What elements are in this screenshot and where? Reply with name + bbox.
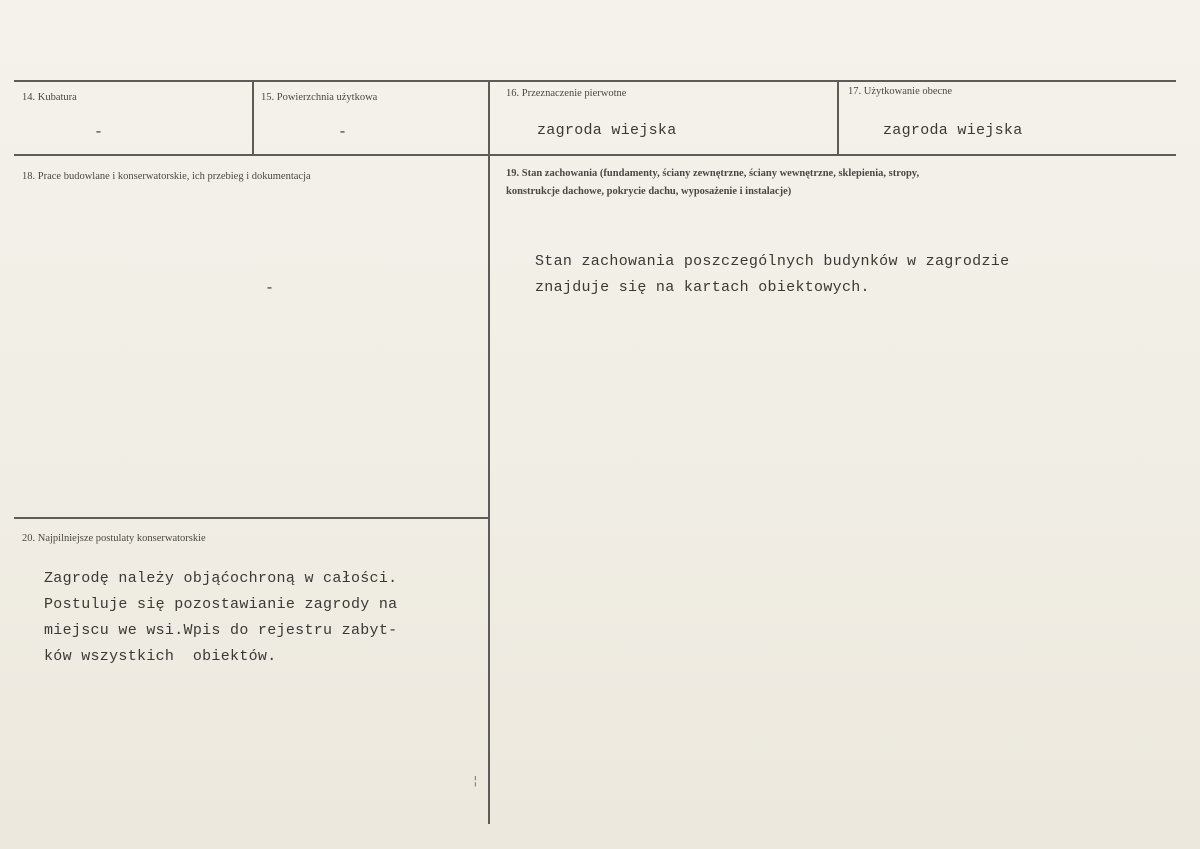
- top-rule: [14, 80, 1176, 82]
- divider-14-15: [252, 80, 254, 156]
- field-18-label: 18. Prace budowlane i konserwatorskie, ich przebieg i dokumentacja: [22, 171, 311, 182]
- field-14-label: 14. Kubatura: [22, 92, 77, 103]
- field-14-value: -: [94, 124, 104, 141]
- field-17-label: 17. Użytkowanie obecne: [848, 86, 953, 97]
- field-20-text-line2: Postuluje się pozostawianie zagrody na: [44, 596, 398, 613]
- stray-mark: ¦: [472, 776, 479, 788]
- field-18-value: -: [265, 280, 275, 297]
- field-17-value: zagroda wiejska: [883, 122, 1023, 139]
- field-15-label: 15. Powierzchnia użytkowa: [261, 92, 378, 103]
- field-20-text-line3: miejscu we wsi.Wpis do rejestru zabyt-: [44, 622, 398, 639]
- field-20-label: 20. Najpilniejsze postulaty konserwatorskie: [22, 533, 206, 544]
- divider-16-17: [837, 80, 839, 156]
- field-19-text-line1: Stan zachowania poszczególnych budynków w zagrodzie: [535, 253, 1010, 270]
- field-19-label-line2: konstrukcje dachowe, pokrycie dachu, wyposażenie i instalacje): [506, 186, 792, 197]
- section-18-bottom-rule: [14, 517, 490, 519]
- field-20-text-line4: ków wszystkich obiektów.: [44, 648, 277, 665]
- field-19-label-line1: 19. Stan zachowania (fundamenty, ściany zewnętrzne, ściany wewnętrzne, sklepienia, stropy,: [506, 168, 920, 179]
- field-16-label: 16. Przeznaczenie pierwotne: [506, 88, 627, 99]
- field-20-text-line1: Zagrodę należy objąćochroną w całości.: [44, 570, 398, 587]
- field-15-value: -: [338, 124, 348, 141]
- divider-15-16: [488, 80, 490, 824]
- header-bottom-rule: [14, 154, 1176, 156]
- field-19-text-line2: znajduje się na kartach obiektowych.: [535, 279, 870, 296]
- field-16-value: zagroda wiejska: [537, 122, 677, 139]
